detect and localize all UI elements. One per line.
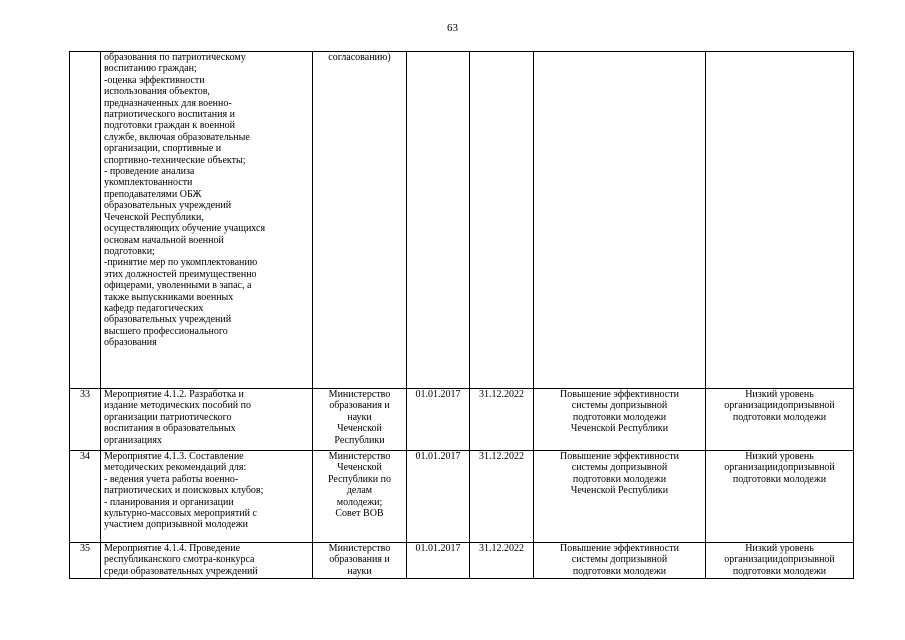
executor-text: согласованию) xyxy=(328,52,391,63)
table-row-continuation xyxy=(70,52,854,389)
start-date-cell: 01.01.2017 xyxy=(407,543,470,579)
end-date-cell xyxy=(470,52,534,389)
page-number: 63 xyxy=(447,22,458,34)
executor-cell xyxy=(313,543,407,579)
end-date-cell: 31.12.2022 xyxy=(470,389,534,451)
result-cell xyxy=(534,389,706,451)
result-text: Повышение эффективности системы допризывной подготовки молодежи Чеченской Республики xyxy=(560,389,679,435)
table-row xyxy=(70,451,854,543)
start-date-cell: 01.01.2017 xyxy=(407,451,470,543)
consequence-text: Низкий уровень организациидопризывной подготовки молодежи xyxy=(724,451,835,485)
result-cell xyxy=(534,52,706,389)
end-date-cell: 31.12.2022 xyxy=(470,451,534,543)
executor-text: Министерство образования и науки Чеченской Республики xyxy=(328,389,391,446)
executor-cell xyxy=(313,451,407,543)
result-text: Повышение эффективности системы допризывной подготовки молодежи xyxy=(560,543,679,577)
start-date-cell: 01.01.2017 xyxy=(407,389,470,451)
measure-name-text: Мероприятие 4.1.3. Составление методических рекомендаций для: - ведения учета работы военно- патриотических и поисковых клубов; - планирования и организации культурно-массовых мероприятий с участием допризывной молодежи xyxy=(104,451,264,531)
consequence-text: Низкий уровень организациидопризывной подготовки молодежи xyxy=(724,543,835,577)
measure-name-text: Мероприятие 4.1.4. Проведение республиканского смотра-конкурса среди образовательных учреждений xyxy=(104,543,258,577)
end-date-cell: 31.12.2022 xyxy=(470,543,534,579)
measures-table xyxy=(69,51,854,579)
consequence-cell xyxy=(706,451,854,543)
measure-name-text: образования по патриотическому воспитанию граждан; -оценка эффективности использования объектов, предназначенных для военно- патриотического воспитания и подготовки граждан к военной службе, включая образовательные организации, спортивные и спортивно-технические объекты; - проведение анализа укомплектованности преподавателями ОБЖ образовательных учреждений Чеченской Республики, осуществляющих обучение учащихся основам начальной военной подготовки; -принятие мер по укомплектованию этих должностей преимущественно офицерами, уволенными в запас, а также выпускниками военных кафедр педагогических образовательных учреждений высшего профессионального образования xyxy=(104,52,266,349)
result-cell xyxy=(534,543,706,579)
consequence-cell xyxy=(706,52,854,389)
measure-name-cell xyxy=(101,543,313,579)
measure-name-cell xyxy=(101,52,313,389)
table-row xyxy=(70,543,854,579)
measure-name-cell xyxy=(101,389,313,451)
row-number-cell: 33 xyxy=(70,389,101,451)
executor-text: Министерство Чеченской Республики по делам молодежи; Совет ВОВ xyxy=(327,451,392,520)
measure-name-cell xyxy=(101,451,313,543)
executor-cell xyxy=(313,389,407,451)
executor-text: Министерство образования и науки xyxy=(328,543,391,577)
consequence-cell xyxy=(706,543,854,579)
measure-name-text: Мероприятие 4.1.2. Разработка и издание методических пособий по организации патриотического воспитания в образовательных организациях xyxy=(104,389,251,446)
start-date-cell xyxy=(407,52,470,389)
row-number-cell: 35 xyxy=(70,543,101,579)
executor-cell xyxy=(313,52,407,389)
result-cell xyxy=(534,451,706,543)
row-number-cell: 34 xyxy=(70,451,101,543)
result-text: Повышение эффективности системы допризывной подготовки молодежи Чеченской Республики xyxy=(560,451,679,497)
table-row xyxy=(70,389,854,451)
consequence-text: Низкий уровень организациидопризывной подготовки молодежи xyxy=(724,389,835,423)
consequence-cell xyxy=(706,389,854,451)
row-number-cell xyxy=(70,52,101,389)
